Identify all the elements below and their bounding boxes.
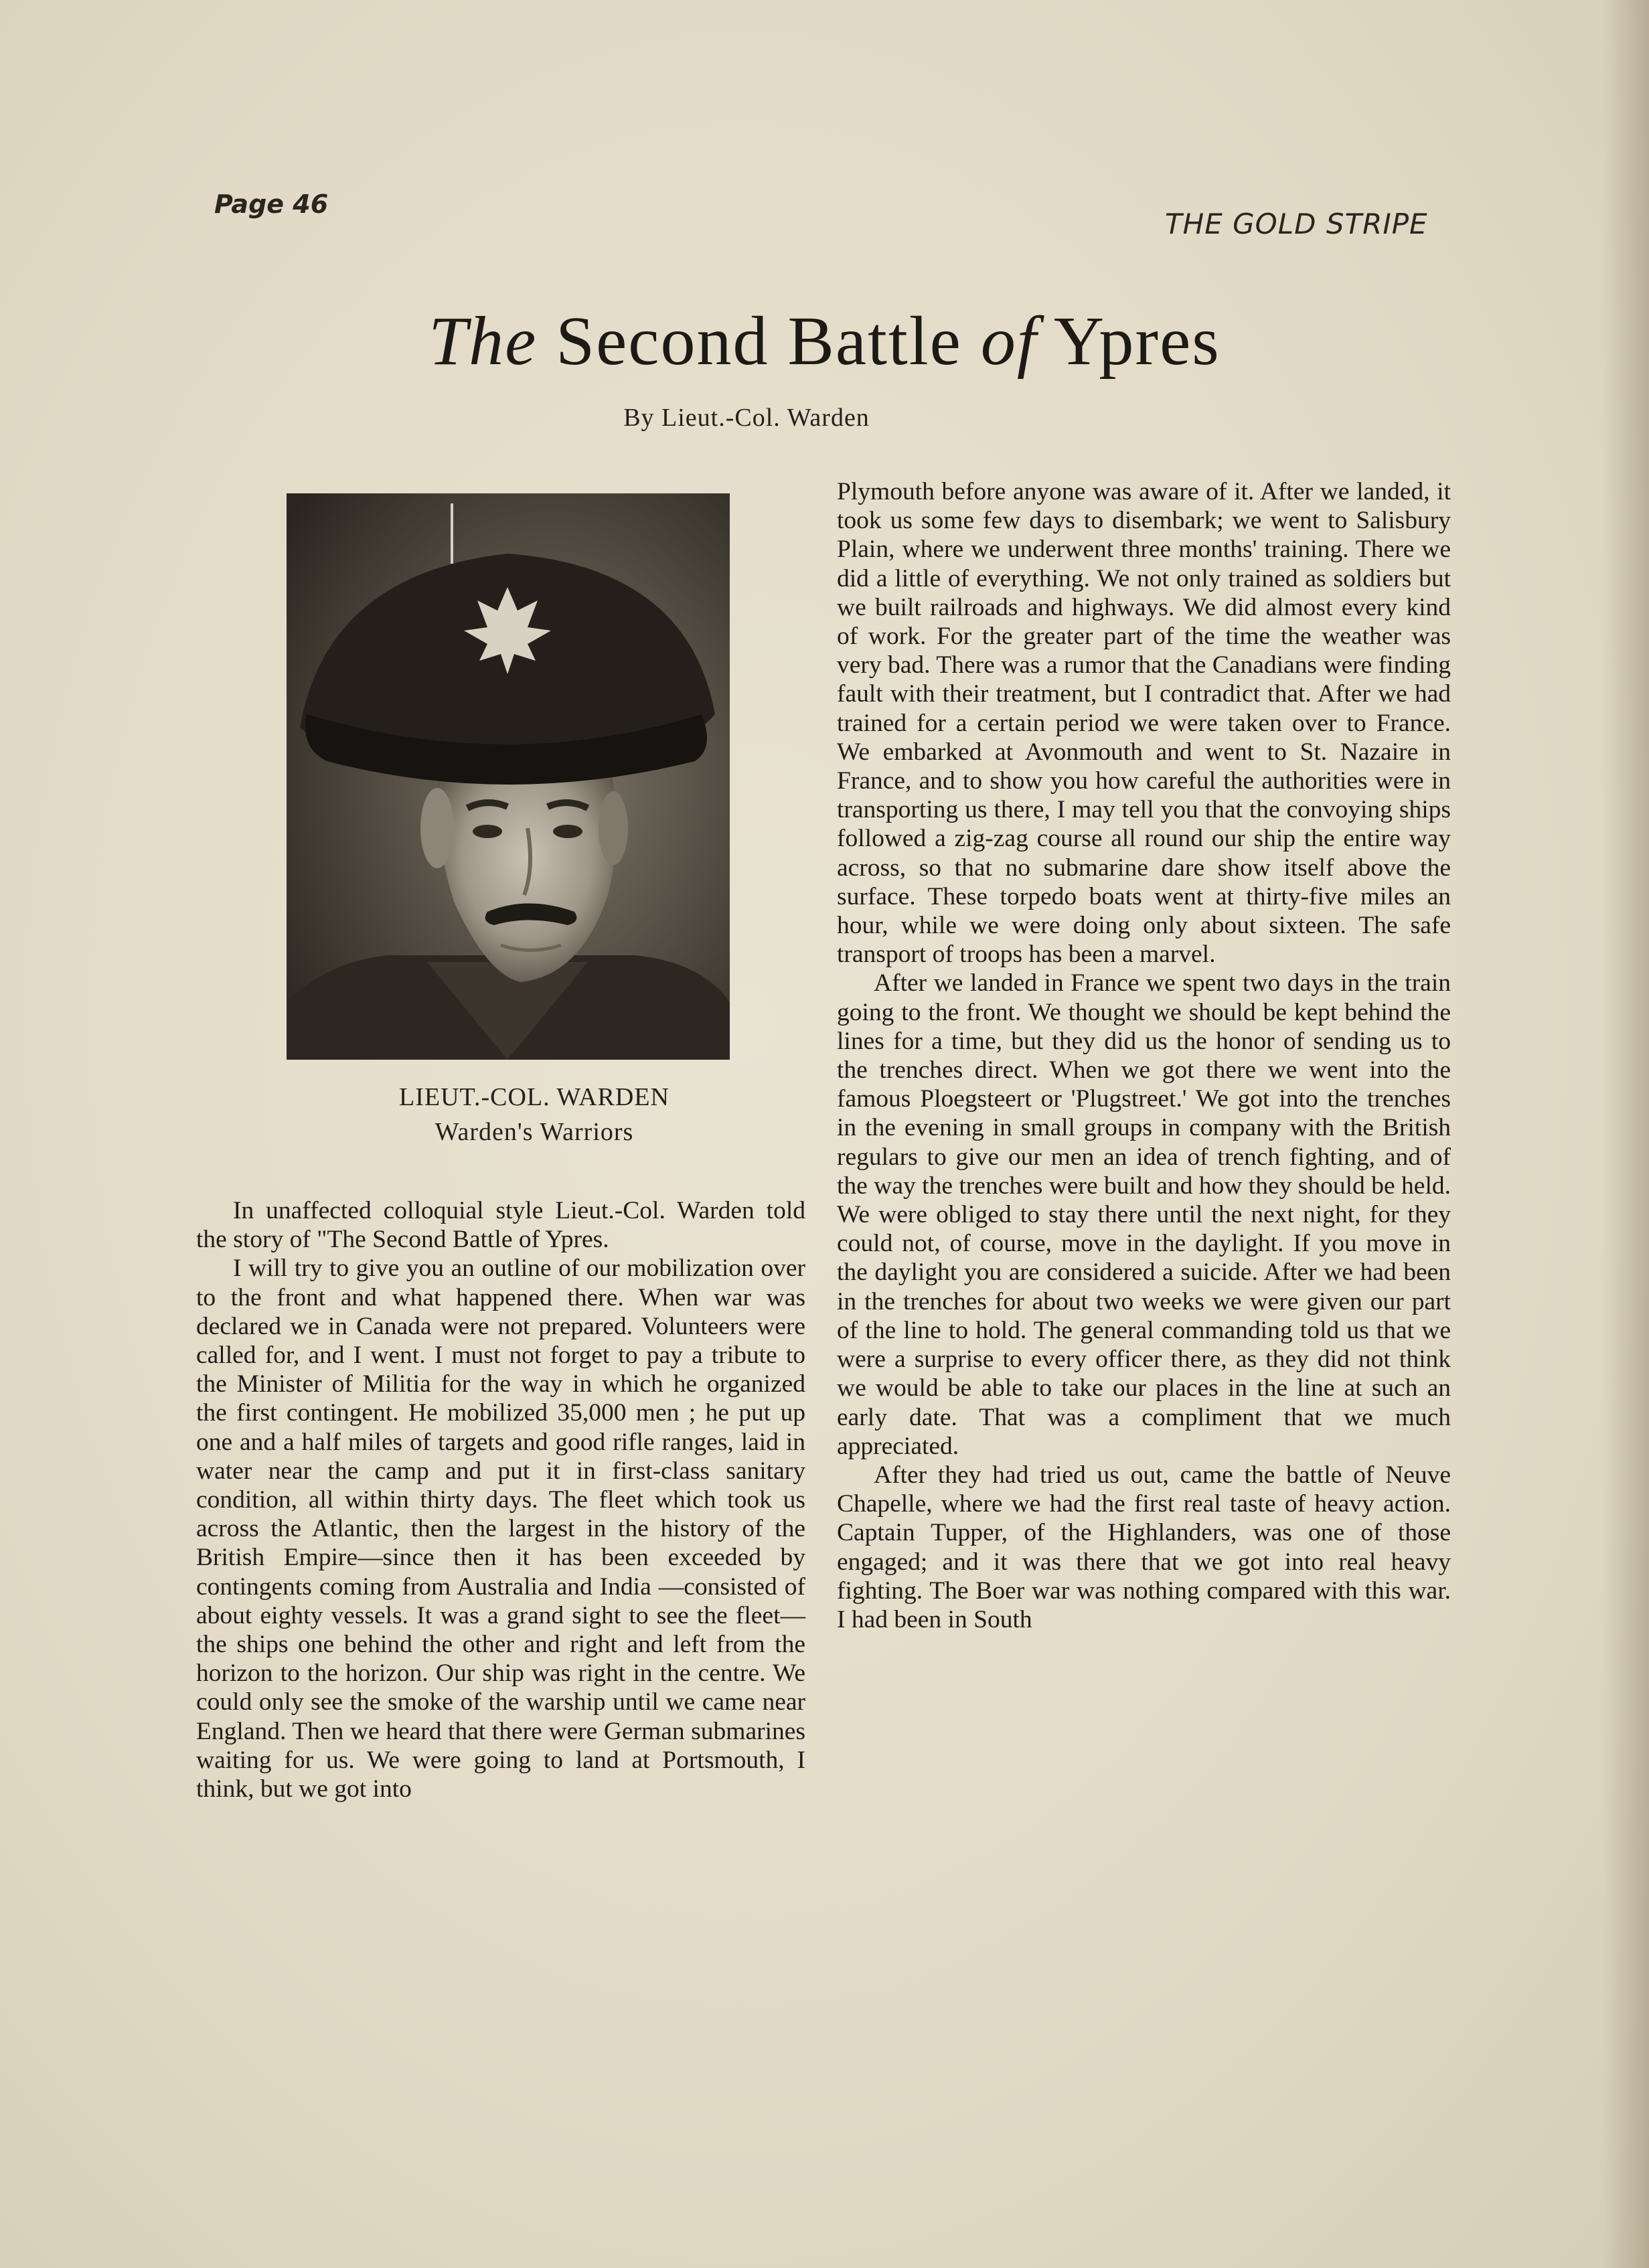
paragraph-france: After we landed in France we spent two days in the train going to the front. We thought we should be kept behind the lines for a time, but they did us the honor of sending us to the trenches direct. When we got there we went into the famous Ploegsteert or 'Plugstreet.' We got into the trenches in the evening in small groups in company with the British regulars to give our men an idea of trench fighting, and of the way the trenches were built and how they should be held. We were obliged to stay there until the next night, for they could not, of course, move in the daylight. If you move in the daylight you are considered a suicide. After we had been in the trenches for about two weeks we were given our part of the line to hold. The general commanding told us that we were a surprise to every officer there, as they did not think we would be able to take our places in the line at such an early date. That was a compliment that we much appreciated. [837, 969, 1451, 1460]
portrait-illustration [287, 493, 730, 1060]
title-word-the: The [428, 303, 538, 380]
title-words-second-battle: Second Battle [556, 303, 962, 380]
article-title [0, 301, 1649, 381]
paragraph-neuve-chapelle: After they had tried us out, came the battle of Neuve Chapelle, where we had the first real taste of heavy action. Captain Tupper, of the Highlanders, was one of those engaged; and it was there that we got into real heavy fighting. The Boer war was nothing compared with this war. I had been in South [837, 1461, 1451, 1633]
portrait-photo [287, 493, 730, 1060]
paragraph-intro: In unaffected colloquial style Lieut.-Col. Warden told the story of "The Second Battle of Ypres. [196, 1197, 805, 1254]
title-word-ypres: Ypres [1053, 303, 1221, 380]
photo-caption-name: LIEUT.-COL. WARDEN [399, 1083, 670, 1111]
article-column-left [196, 1196, 805, 1803]
article-column-right [837, 477, 1451, 1634]
paragraph-plymouth: Plymouth before anyone was aware of it. After we landed, it took us some few days to disembark; we went to Salisbury Plain, where we underwent three months' training. There we did a little of everything. We not only trained as soldiers but we built railroads and highways. We did almost every kind of work. For the greater part of the time the weather was very bad. There was a rumor that the Canadians were finding fault with their treatment, but I contradict that. After we had trained for a certain period we were taken over to France. We embarked at Avonmouth and went to St. Nazaire in France, and to show you how careful the authorities were in transporting us there, I may tell you that the convoying ships followed a zig-zag course all round our ship the entire way across, so that no submarine dare show itself above the surface. These torpedo boats went at thirty-five miles an hour, while we were doing only about sixteen. The safe transport of troops has been a marvel. [837, 478, 1451, 969]
article-byline: By Lieut.-Col. Warden [623, 404, 870, 432]
page-number: Page 46 [214, 189, 329, 219]
title-word-of: of [980, 303, 1038, 380]
magazine-title: THE GOLD STRIPE [1165, 208, 1428, 240]
paragraph-mobilization: I will try to give you an outline of our mobilization over to the front and what happened there. When war was declared we in Canada were not prepared. Volunteers were called for, and I went. I must not forget to pay a tribute to the Minister of Militia for the way in which he organized the first contingent. He mobilized 35,000 men ; he put up one and a half miles of targets and good rifle ranges, laid in water near the camp and put it in first-class sanitary condition, all within thirty days. The fleet which took us across the Atlantic, then the largest in the history of the British Empire—since then it has been exceeded by contingents coming from Australia and India —consisted of about eighty vessels. It was a grand sight to see the fleet—the ships one behind the other and right and left from the horizon to the horizon. Our ship was right in the centre. We could only see the smoke of the warship until we came near England. Then we heard that there were German submarines waiting for us. We were going to land at Portsmouth, I think, but we got into [196, 1254, 805, 1803]
photo-caption-unit: Warden's Warriors [435, 1118, 634, 1146]
